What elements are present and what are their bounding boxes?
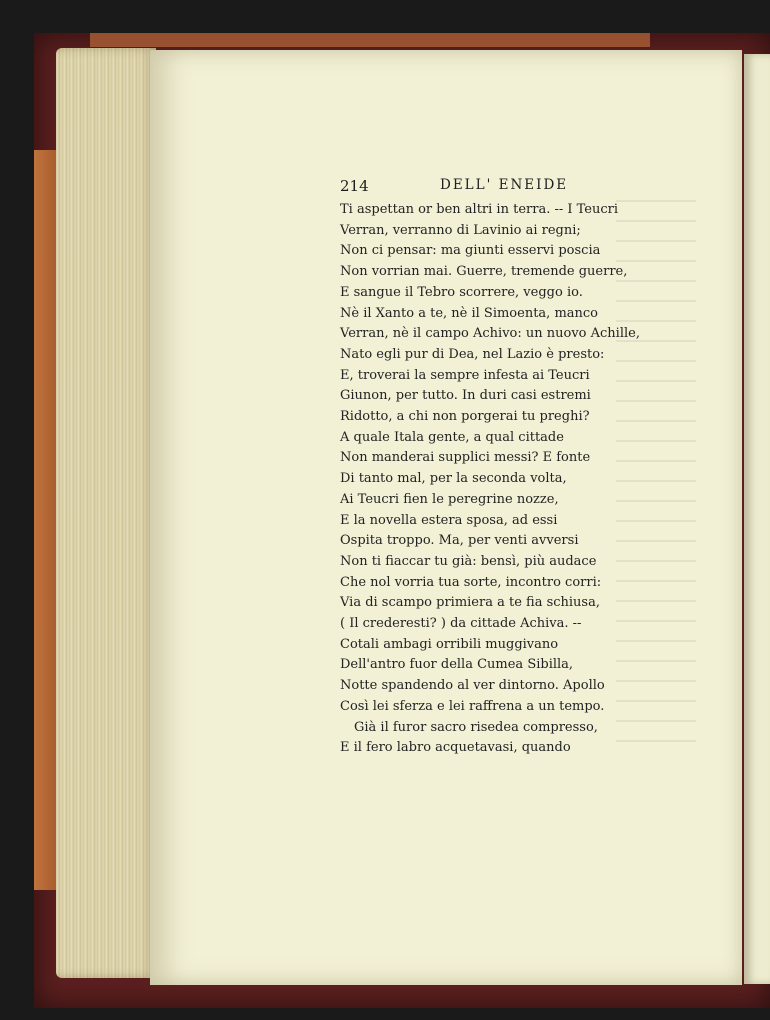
verse-line: E sangue il Tebro scorrere, veggo io. <box>340 284 583 300</box>
verse-line: E la novella estera sposa, ad essi <box>340 512 558 528</box>
verse-line: Ai Teucri fien le peregrine nozze, <box>340 491 559 507</box>
verse-line: Cotali ambagi orribili muggivano <box>340 636 559 652</box>
verse-line: Così lei sferza e lei raffrena a un tempo. <box>340 698 605 714</box>
verse-line: Già il furor sacro risedea compresso, <box>354 719 598 735</box>
verse-line: Notte spandendo al ver dintorno. Apollo <box>340 678 605 694</box>
verse-line: Non ti fiaccar tu già: bensì, più audace <box>340 553 597 569</box>
verse-line: Via di scampo primiera a te fia schiusa, <box>340 595 600 611</box>
cover-top-edge <box>90 33 650 47</box>
verse-line: ( Il crederesti? ) da cittade Achiva. -- <box>340 616 582 632</box>
running-head <box>340 177 670 197</box>
verse-line: A quale Itala gente, a qual cittade <box>340 429 564 445</box>
verse-line: Nè il Xanto a te, nè il Simoenta, manco <box>340 305 599 321</box>
verse-line: Nato egli pur di Dea, nel Lazio è presto: <box>340 346 605 362</box>
verse-line: Di tanto mal, per la seconda volta, <box>340 471 567 487</box>
verse-line: Ti aspettan or ben altri in terra. -- I Teucri <box>340 202 619 217</box>
verse-line: Non vorrian mai. Guerre, tremende guerre, <box>340 264 628 280</box>
verse-line: Non ci pensar: ma giunti esservi poscia <box>340 243 601 259</box>
verse-line: E, troverai la sempre infesta ai Teucri <box>340 367 590 383</box>
cover-edge <box>34 150 56 890</box>
page-edges <box>56 48 156 978</box>
running-title: DELL' ENEIDE <box>440 177 569 193</box>
verse-line: Verran, nè il campo Achivo: un nuovo Achille, <box>340 326 640 342</box>
verse-line: Non manderai supplici messi? E fonte <box>340 450 591 466</box>
facing-page-edge <box>744 54 770 984</box>
verse-line: Ospita troppo. Ma, per venti avversi <box>340 533 579 549</box>
verse-line: E il fero labro acquetavasi, quando <box>340 740 571 756</box>
verse-list <box>340 200 680 759</box>
verse-line: Giunon, per tutto. In duri casi estremi <box>340 388 591 404</box>
verse-line: Ridotto, a chi non porgerai tu preghi? <box>340 409 590 425</box>
verse-line: Dell'antro fuor della Cumea Sibilla, <box>340 657 574 673</box>
page-number: 214 <box>340 177 369 195</box>
verse-line: Che nol vorria tua sorte, incontro corri: <box>340 574 602 590</box>
verse-line: Verran, verranno di Lavinio ai regni; <box>340 222 581 238</box>
